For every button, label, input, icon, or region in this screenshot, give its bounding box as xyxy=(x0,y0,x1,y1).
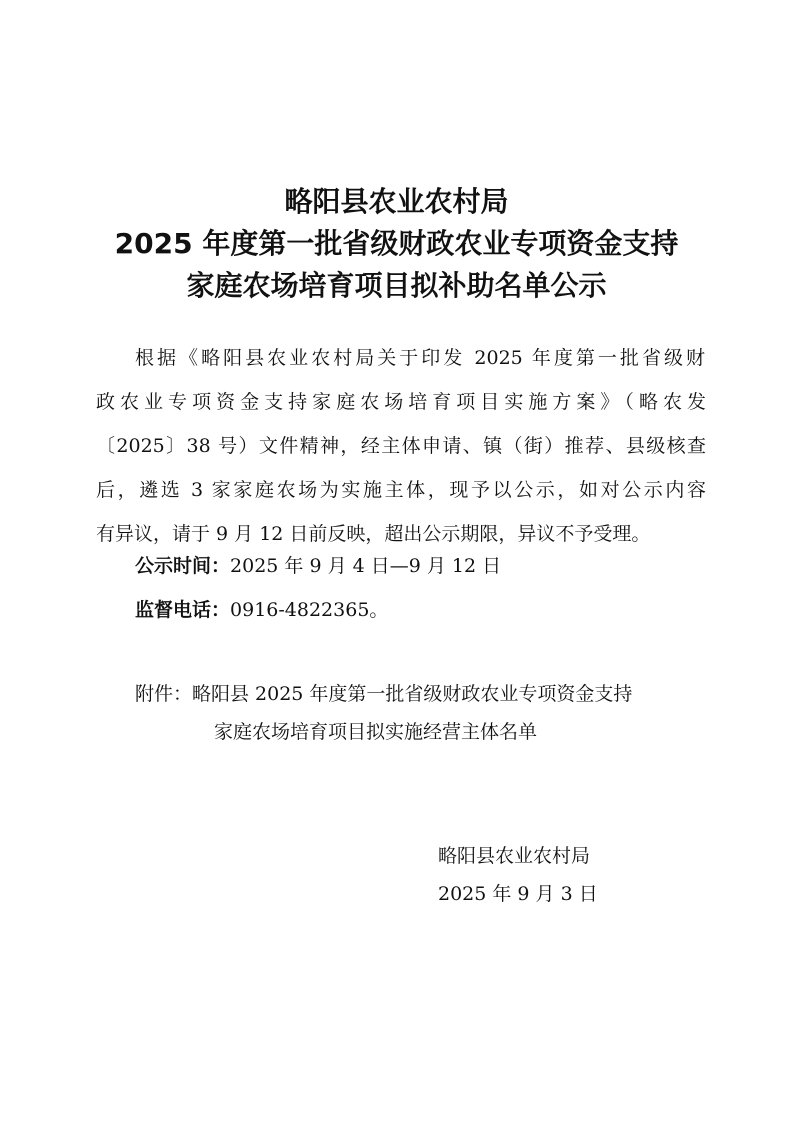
body-paragraph-line-5: 有异议，请于 9 月 12 日前反映，超出公示期限，异议不予受理。 xyxy=(96,523,651,545)
announcement-period-value: 2025 年 9 月 4 日—9 月 12 日 xyxy=(230,555,502,577)
announcement-period xyxy=(135,553,501,579)
supervision-phone-value: 0916-4822365。 xyxy=(230,599,389,621)
attachment-line-2: 家庭农场培育项目拟实施经营主体名单 xyxy=(214,721,538,743)
body-paragraph-line-2: 政农业专项资金支持家庭农场培育项目实施方案》（略农发 xyxy=(96,391,706,413)
signature-organization: 略阳县农业农村局 xyxy=(438,845,591,867)
supervision-phone-label: 监督电话： xyxy=(135,599,231,621)
announcement-period-label: 公示时间： xyxy=(135,555,231,577)
body-paragraph-line-3: 〔2025〕38 号）文件精神，经主体申请、镇（街）推荐、县级核查 xyxy=(96,435,706,457)
body-paragraph-line-1: 根据《略阳县农业农村局关于印发 2025 年度第一批省级财 xyxy=(135,347,705,369)
document-title-line-2: 2025 年度第一批省级财政农业专项资金支持 xyxy=(114,227,679,260)
supervision-phone xyxy=(135,597,388,623)
document-title-line-1: 略阳县农业农村局 xyxy=(284,185,509,218)
attachment-line-1: 附件：略阳县 2025 年度第一批省级财政农业专项资金支持 xyxy=(135,683,633,705)
body-paragraph-line-4: 后，遴选 3 家家庭农场为实施主体，现予以公示，如对公示内容 xyxy=(96,479,706,501)
document-title-line-3: 家庭农场培育项目拟补助名单公示 xyxy=(186,269,607,302)
signature-date: 2025 年 9 月 3 日 xyxy=(438,883,598,905)
